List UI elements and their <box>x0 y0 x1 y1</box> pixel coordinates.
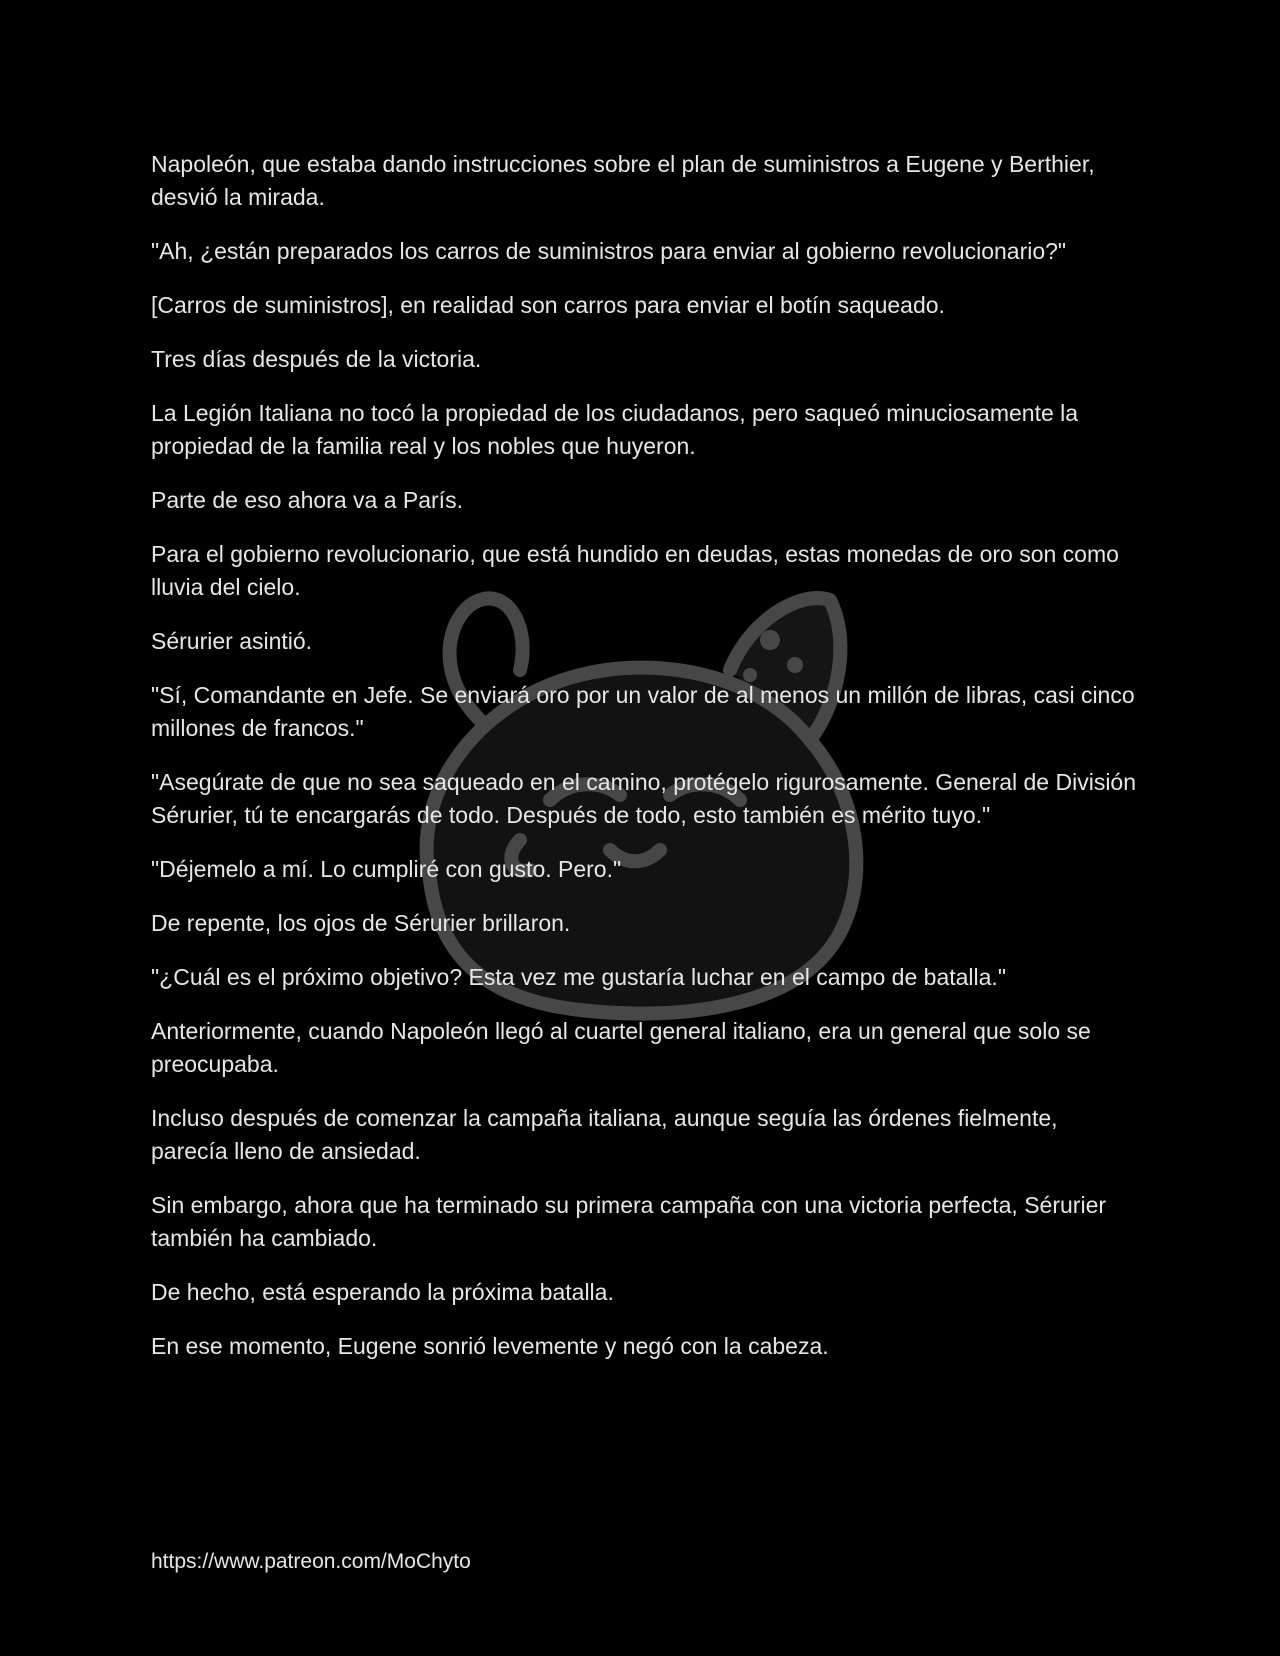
paragraph: Para el gobierno revolucionario, que está hundido en deudas, estas monedas de oro son como lluvia del cielo. <box>151 541 1119 600</box>
paragraph: Sérurier asintió. <box>151 628 313 654</box>
paragraph: En ese momento, Eugene sonrió levemente y negó con la cabeza. <box>151 1333 829 1359</box>
paragraph: Parte de eso ahora va a París. <box>151 487 463 513</box>
paragraph: La Legión Italiana no tocó la propiedad de los ciudadanos, pero saqueó minuciosamente la propiedad de la familia real y los nobles que huyeron. <box>151 400 1079 459</box>
paragraph: Tres días después de la victoria. <box>151 346 482 372</box>
patreon-link[interactable]: https://www.patreon.com/MoChyto <box>151 1550 471 1573</box>
chapter-text <box>151 148 1136 1384</box>
paragraph: "¿Cuál es el próximo objetivo? Esta vez me gustaría luchar en el campo de batalla." <box>151 964 1006 990</box>
paragraph: [Carros de suministros], en realidad son carros para enviar el botín saqueado. <box>151 292 945 318</box>
paragraph: De repente, los ojos de Sérurier brillaron. <box>151 910 571 936</box>
paragraph: De hecho, está esperando la próxima batalla. <box>151 1279 614 1305</box>
paragraph: Incluso después de comenzar la campaña italiana, aunque seguía las órdenes fielmente, parecía lleno de ansiedad. <box>151 1105 1058 1164</box>
paragraph: Sin embargo, ahora que ha terminado su primera campaña con una victoria perfecta, Sérurier también ha cambiado. <box>151 1192 1107 1251</box>
paragraph: Napoleón, que estaba dando instrucciones sobre el plan de suministros a Eugene y Berthier, desvió la mirada. <box>151 151 1095 210</box>
paragraph: "Déjemelo a mí. Lo cumpliré con gusto. Pero." <box>151 856 622 882</box>
paragraph: "Ah, ¿están preparados los carros de suministros para enviar al gobierno revolucionario?" <box>151 238 1067 264</box>
paragraph: Anteriormente, cuando Napoleón llegó al cuartel general italiano, era un general que solo se preocupaba. <box>151 1018 1091 1077</box>
paragraph: "Asegúrate de que no sea saqueado en el camino, protégelo rigurosamente. General de División Sérurier, tú te encargarás de todo. Después de todo, esto también es mérito tuyo." <box>151 769 1137 828</box>
paragraph: "Sí, Comandante en Jefe. Se enviará oro por un valor de al menos un millón de libras, casi cinco millones de francos." <box>151 682 1135 741</box>
